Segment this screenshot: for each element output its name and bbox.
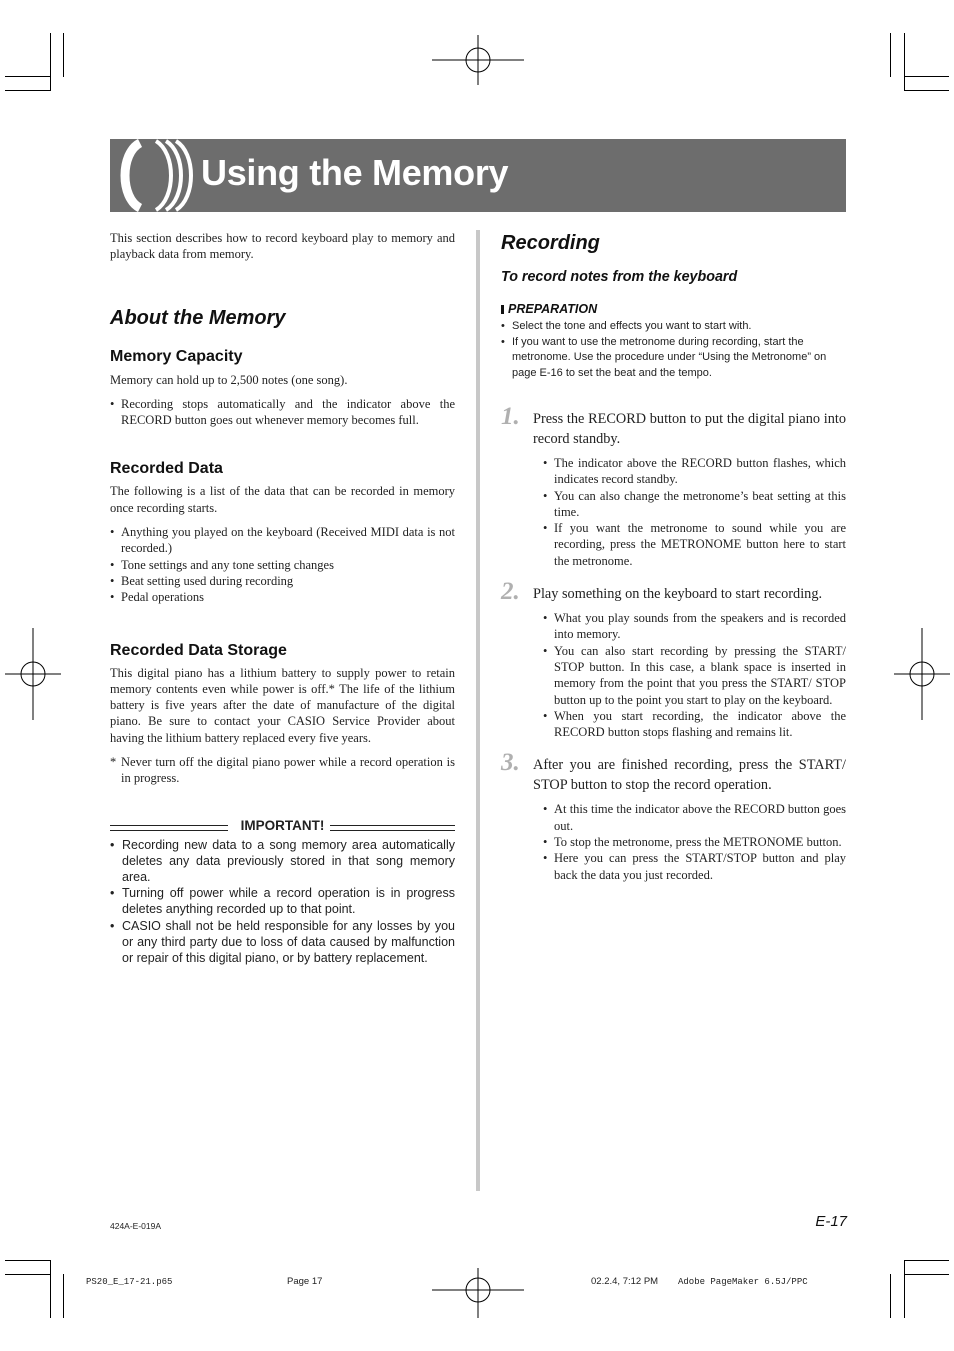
list-item: • Recording new data to a song memory area automatically deletes any data previously stored in that song memory area. (110, 837, 455, 886)
record-notes-subheading: To record notes from the keyboard (501, 269, 738, 285)
list-item: • If you want to use the metronome during recording, start the metronome. Use the procedure under “Using the Metronome” on page E-16 to set the beat and the tempo. (501, 335, 846, 382)
registration-mark-bottom-icon (432, 1268, 524, 1318)
list-item: • Here you can press the START/STOP button and play back the data you just recorded. (543, 850, 846, 883)
step-number: 2. (501, 578, 520, 606)
page-number: E-17 (815, 1213, 847, 1230)
list-item: • You can also change the metronome’s beat setting at this time. (543, 488, 846, 521)
recorded-data-list (110, 524, 455, 605)
document-code: 424A-E-019A (110, 1221, 162, 1231)
recording-heading: Recording (501, 232, 600, 254)
page-title: Using the Memory (201, 152, 509, 193)
step-2 (501, 578, 846, 740)
footer-app: Adobe PageMaker 6.5J/PPC (678, 1277, 808, 1287)
footer-page-label: Page 17 (287, 1276, 323, 1287)
step-number: 3. (501, 749, 520, 777)
list-item: • When you start recording, the indicator above the RECORD button stops flashing and remains lit. (543, 708, 846, 741)
storage-note-text: Never turn off the digital piano power while a record operation is in progress. (121, 755, 455, 786)
list-item: • Select the tone and effects you want to start with. (501, 319, 846, 335)
important-label: IMPORTANT! (240, 817, 325, 833)
memory-capacity-list (110, 396, 455, 429)
list-item: • CASIO shall not be held responsible for any losses by you or any third party due to loss of data caused by malfunction or repair of this digital piano, or by battery replacement. (110, 918, 455, 967)
square-bullet-icon (501, 305, 504, 314)
footer-file: PS20_E_17-21.p65 (86, 1277, 173, 1287)
recorded-data-text: The following is a list of the data that can be recorded in memory once recording starts. (110, 484, 455, 515)
bracket-decoration-icon (110, 139, 200, 212)
storage-text: This digital piano has a lithium battery to supply power to retain memory contents even while power is off.* The life of the lithium battery is five years after the date of manufacture of the digital piano. Be sure to contact your CASIO Service Provider about having the lithium battery replaced every five years. (110, 665, 455, 745)
step-1 (501, 403, 846, 569)
step-text: After you are finished recording, press the START/ STOP button to stop the record operation. (533, 757, 846, 794)
step-1-list (543, 455, 846, 569)
list-item: • If you want the metronome to sound while you are recording, press the METRONOME button here to start the metronome. (543, 520, 846, 569)
list-item: • Tone settings and any tone setting changes (110, 557, 455, 573)
step-text: Play something on the keyboard to start recording. (533, 586, 823, 603)
asterisk-mark: * (110, 755, 117, 770)
list-item: • Anything you played on the keyboard (Received MIDI data is not recorded.) (110, 524, 455, 557)
list-item: • Pedal operations (110, 589, 455, 605)
list-item: • What you play sounds from the speakers and is recorded into memory. (543, 610, 846, 643)
list-item: • Turning off power while a record operation is in progress deletes anything recorded up to that point. (110, 885, 455, 917)
important-header (110, 819, 455, 835)
list-item: • The indicator above the RECORD button flashes, which indicates record standby. (543, 455, 846, 488)
left-column (110, 230, 455, 966)
important-rule-right (330, 825, 455, 831)
step-number: 1. (501, 403, 520, 430)
step-2-list (543, 610, 846, 740)
memory-capacity-text: Memory can hold up to 2,500 notes (one song). (110, 372, 348, 387)
step-3-list (543, 801, 846, 882)
about-heading: About the Memory (110, 306, 286, 329)
title-banner (110, 139, 846, 212)
storage-note (110, 754, 455, 787)
list-item: • To stop the metronome, press the METRONOME button. (543, 834, 846, 850)
step-text: Press the RECORD button to put the digital piano into record standby. (533, 411, 846, 447)
memory-capacity-heading: Memory Capacity (110, 347, 243, 365)
preparation-list (501, 319, 846, 381)
list-item: • Beat setting used during recording (110, 573, 455, 589)
list-item: • Recording stops automatically and the indicator above the RECORD button goes out whenever memory becomes full. (110, 396, 455, 429)
recorded-data-heading: Recorded Data (110, 460, 223, 478)
step-3 (501, 749, 846, 882)
right-column (501, 230, 846, 883)
column-divider (476, 230, 480, 1191)
preparation-label (501, 302, 846, 316)
list-item: • At this time the indicator above the RECORD button goes out. (543, 801, 846, 834)
intro-text: This section describes how to record keyboard play to memory and playback data from memory. (110, 231, 455, 262)
registration-mark-top-icon (432, 35, 524, 85)
list-item: • You can also start recording by pressing the START/ STOP button. In this case, a blank space is inserted in memory from the point that you press the START/ STOP button up to the point you start to play on the keyboard. (543, 643, 846, 708)
recorded-data-storage-heading: Recorded Data Storage (110, 641, 287, 659)
registration-mark-right-icon (894, 628, 950, 720)
important-list (110, 837, 455, 967)
footer-datetime: 02.2.4, 7:12 PM (591, 1276, 659, 1287)
registration-mark-left-icon (5, 628, 61, 720)
preparation-label-text: PREPARATION (508, 302, 598, 316)
